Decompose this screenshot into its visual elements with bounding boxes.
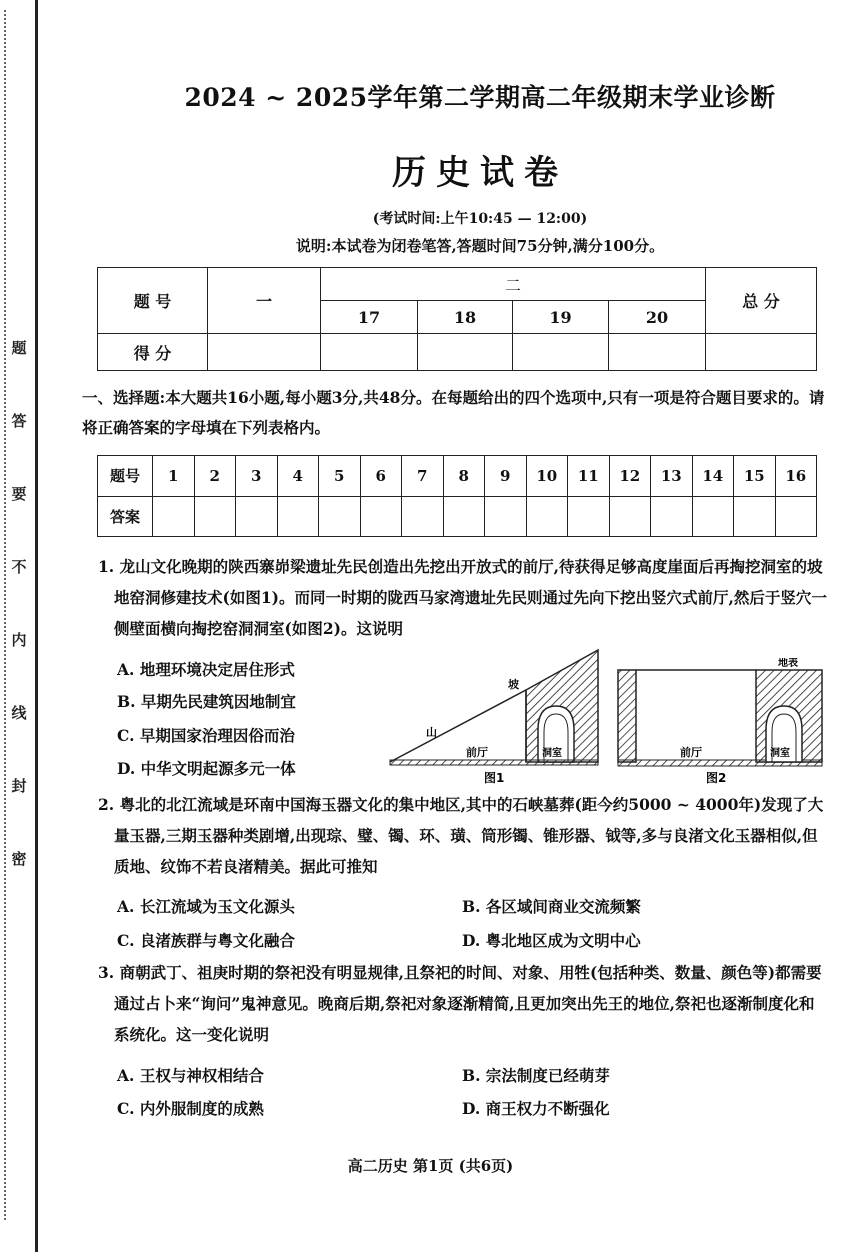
fig2-label-hall: 前厅 [680, 746, 702, 759]
answer-cell[interactable] [236, 496, 278, 537]
question-3-option-a: A. 王权与神权相结合 [117, 1066, 264, 1085]
answer-cell[interactable] [194, 496, 236, 537]
answer-cell[interactable] [443, 496, 485, 537]
answer-cell[interactable] [485, 496, 527, 537]
fig1-label-mountain: 山 [426, 726, 437, 739]
exam-title: 2024 ~ 2025学年第二学期高二年级期末学业诊断 [184, 83, 776, 112]
page-footer: 高二历史 第1页 (共6页) [347, 1157, 514, 1175]
score-cell[interactable] [321, 334, 418, 371]
answer-qnum: 16 [775, 456, 817, 497]
answer-row-label: 答案 [98, 496, 153, 537]
fig1-label-cave: 洞室 [542, 748, 562, 759]
answer-qnum: 14 [692, 456, 734, 497]
question-3-option-d: D. 商王权力不断强化 [462, 1099, 610, 1118]
answer-table [97, 455, 817, 537]
exam-note: 说明:本试卷为闭卷笔答,答题时间75分钟,满分100分。 [295, 237, 665, 255]
answer-cell[interactable] [568, 496, 610, 537]
answer-cell[interactable] [775, 496, 817, 537]
question-2-stem: 2. 粤北的北江流域是环南中国海玉器文化的集中地区,其中的石峡墓葬(距今约5000 ~ 4000年)发现了大量玉器,三期玉器种类剧增,出现琮、璧、镯、环、璜、筒形镯、锥形器、钺等,多与良渚文化玉器相似,但质地、纹饰不若良渚精美。据此可推知 [98, 795, 824, 876]
exam-time: (考试时间:上午10:45 — 12:00) [372, 211, 588, 227]
fig1-caption: 图1 [484, 771, 505, 785]
figure-2-vertical-pit-cave-diagram [616, 658, 826, 788]
score-subq: 17 [321, 301, 418, 334]
answer-qnum: 6 [360, 456, 402, 497]
answer-qnum: 13 [651, 456, 693, 497]
margin-label: 密 [6, 848, 32, 869]
question-3-option-c: C. 内外服制度的成熟 [117, 1099, 264, 1118]
fig2-label-surface: 地表 [778, 658, 798, 669]
margin-label: 线 [6, 702, 32, 723]
answer-cell[interactable] [526, 496, 568, 537]
question-1-option-b: B. 早期先民建筑因地制宜 [117, 692, 296, 711]
question-1-option-d: D. 中华文明起源多元一体 [117, 759, 296, 778]
answer-qnum: 2 [194, 456, 236, 497]
question-1-stem: 1. 龙山文化晚期的陕西寨峁梁遗址先民创造出先挖出开放式的前厅,待获得足够高度崖面后再掏挖洞室的坡地窑洞修建技术(如图1)。而同一时期的陇西马家湾遗址先民则通过先向下挖出竖穴式前厅,然后于竖穴一侧壁面横向掏挖窑洞洞室(如图2)。这说明 [98, 557, 827, 638]
answer-qnum: 12 [609, 456, 651, 497]
answer-qnum: 10 [526, 456, 568, 497]
figure-1-slope-cave-diagram [388, 648, 602, 788]
score-subq: 20 [609, 301, 706, 334]
question-2-option-a: A. 长江流域为玉文化源头 [117, 897, 295, 916]
score-part-one: 一 [208, 268, 321, 334]
score-subq: 18 [418, 301, 513, 334]
score-cell[interactable] [418, 334, 513, 371]
answer-qnum: 7 [402, 456, 444, 497]
question-1-option-c: C. 早期国家治理因俗而治 [117, 726, 295, 745]
question-2-option-b: B. 各区域间商业交流频繁 [462, 897, 641, 916]
margin-label: 答 [6, 410, 32, 431]
question-1-option-a: A. 地理环境决定居住形式 [117, 660, 295, 679]
margin-label: 不 [6, 556, 32, 577]
answer-cell[interactable] [277, 496, 319, 537]
answer-qnum: 3 [236, 456, 278, 497]
answer-cell[interactable] [153, 496, 195, 537]
score-cell[interactable] [609, 334, 706, 371]
seal-dotted-line [4, 10, 6, 1220]
margin-label: 要 [6, 483, 32, 504]
score-label-qnum: 题 号 [98, 268, 208, 334]
score-subq: 19 [513, 301, 609, 334]
score-cell[interactable] [513, 334, 609, 371]
score-cell[interactable] [208, 334, 321, 371]
answer-cell[interactable] [734, 496, 776, 537]
question-2-option-c: C. 良渚族群与粤文化融合 [117, 931, 295, 950]
answer-cell[interactable] [692, 496, 734, 537]
answer-qnum: 15 [734, 456, 776, 497]
answer-qnum: 8 [443, 456, 485, 497]
answer-qnum: 9 [485, 456, 527, 497]
answer-qnum: 5 [319, 456, 361, 497]
margin-label: 题 [6, 337, 32, 358]
answer-cell[interactable] [360, 496, 402, 537]
answer-row-label: 题号 [98, 456, 153, 497]
section1-instruction: 一、选择题:本大题共16小题,每小题3分,共48分。在每题给出的四个选项中,只有一项是符合题目要求的。请将正确答案的字母填在下列表格内。 [82, 388, 825, 437]
fig1-label-hall: 前厅 [466, 746, 488, 759]
question-3-option-b: B. 宗法制度已经萌芽 [462, 1066, 610, 1085]
question-2-option-d: D. 粤北地区成为文明中心 [462, 931, 641, 950]
answer-qnum: 11 [568, 456, 610, 497]
answer-cell[interactable] [609, 496, 651, 537]
score-label-score: 得 分 [98, 334, 208, 371]
answer-qnum: 4 [277, 456, 319, 497]
margin-label: 内 [6, 629, 32, 650]
answer-qnum: 1 [153, 456, 195, 497]
question-3-stem: 3. 商朝武丁、祖庚时期的祭祀没有明显规律,且祭祀的时间、对象、用牲(包括种类、数量、颜色等)都需要通过占卜来“询问”鬼神意见。晚商后期,祭祀对象逐渐精简,且更加突出先王的地位,祭祀也逐渐制度化和系统化。这一变化说明 [98, 963, 822, 1044]
subject-title: 历史试卷 [392, 153, 568, 193]
margin-label: 封 [6, 775, 32, 796]
answer-cell[interactable] [319, 496, 361, 537]
binding-margin-line [35, 0, 38, 1252]
fig1-label-slope: 坡 [508, 678, 519, 691]
score-total-label: 总 分 [706, 268, 817, 334]
answer-cell[interactable] [402, 496, 444, 537]
score-table [97, 267, 817, 371]
score-part-two: 二 [321, 268, 706, 301]
answer-cell[interactable] [651, 496, 693, 537]
score-cell[interactable] [706, 334, 817, 371]
fig2-caption: 图2 [706, 771, 727, 785]
fig2-label-cave: 洞室 [770, 748, 790, 759]
